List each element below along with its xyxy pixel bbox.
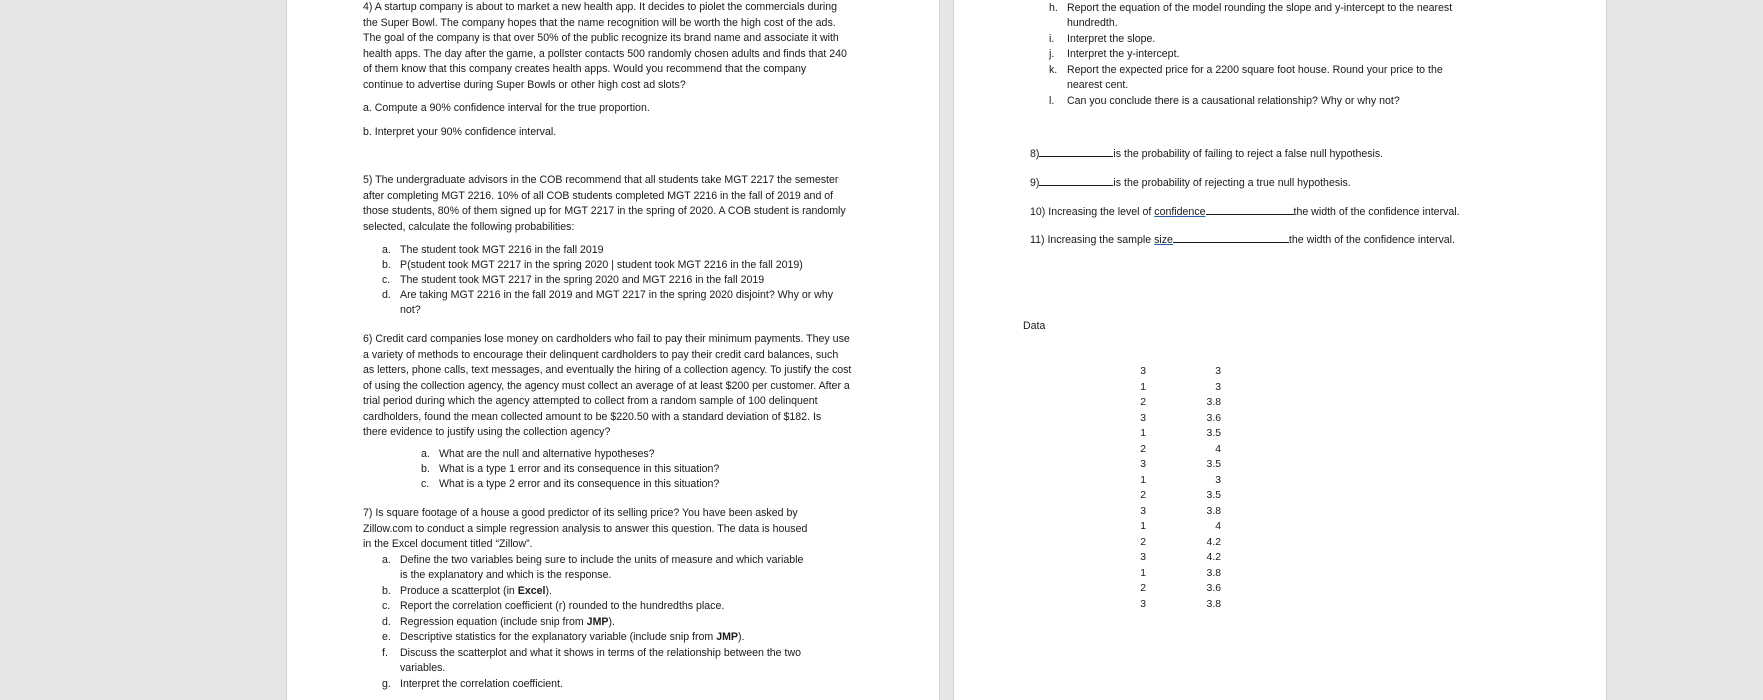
data-value-col2: 3 <box>1215 381 1221 393</box>
document-page-right: h. Report the equation of the model rounding the slope and y-intercept to the nearest hundredth. i. Interpret the slope. j. Interpret the y-intercept. k. Report the expected price for a 2200 square foot house. Round your price to the nearest cent. l. Can you conclude there is a causational relationship? Why or why not? 8) is the probability of failing to reject a false null hypothesis. 9) is the probability of rejecting a true null hypothesis. 10) Increasing the level of confidence the width of the confidence interval. 11) Increasing the sample size the width of the confidence interval. Data 3 1 2 3 1 2 3 1 2 3 1 2 3 1 2 3 3 3 3.8 3.6 3.5 4 3.5 3 3.5 3.8 4 4.2 4.2 3.8 3.6 3.8 <box>954 0 1606 700</box>
data-value-col1: 2 <box>1140 583 1146 594</box>
data-value-col2: 4.2 <box>1206 552 1221 563</box>
data-value-col2: 4 <box>1215 443 1221 455</box>
data-value-col2: 3.8 <box>1206 598 1221 610</box>
q5-line: those students, 80% of them signed up for MGT 2217 in the spring of 2020. A COB student is randomly <box>363 205 846 217</box>
answer-blank[interactable] <box>1039 146 1113 157</box>
answer-blank[interactable] <box>1206 204 1294 215</box>
data-value-col2: 3.6 <box>1206 583 1221 594</box>
data-value-col2: 3 <box>1215 366 1221 377</box>
q4-line: The goal of the company is that over 50% of the public recognize its brand name and associate it with <box>363 32 839 44</box>
data-value-col2: 3 <box>1215 474 1221 486</box>
q6-line: trial period during which the agency attempted to collect from a random sample of 100 delinquent <box>363 395 818 407</box>
question-8: 8) is the probability of failing to reject a false null hypothesis. <box>1030 148 1384 160</box>
document-page-left: 4) A startup company is about to market a new health app. It decides to piolet the commercials during the Super Bowl. The company hopes that the name recognition will be worth the high cost of the ads. The goal of the company is that over 50% of the public recognize its brand name and associate it with health apps. The day after the game, a pollster contacts 500 randomly chosen adults and finds that 240 of them know that this company creates health apps. Would you recommend that the company continue to advertise during Super Bowls or other high cost ad slots? a. Compute a 90% confidence interval for the true proportion. b. Interpret your 90% confidence interval. 5) The undergraduate advisors in the COB recommend that all students take MGT 2217 the semester after completing MGT 2216. 10% of all COB students completed MGT 2216 in the fall of 2019 and of those students, 80% of them signed up for MGT 2217 in the spring of 2020. A COB student is randomly selected, calculate the following probabilities: a. The student took MGT 2216 in the fall 2019 b. P(student took MGT 2217 in the spring 2020 | student took MGT 2216 in the fall 2019) c. The student took MGT 2217 in the spring 2020 and MGT 2216 in the fall 2019 d. Are taking MGT 2216 in the fall 2019 and MGT 2217 in the spring 2020 disjoint? Why or why not? 6) Credit card companies lose money on cardholders who fail to pay their minimum payments. They use a variety of methods to encourage their delinquent cardholders to pay their credit card balances, such as letters, phone calls, text messages, and eventually the hiring of a collection agency. To justify the cost of using the collection agency, the agency must collect an average of at least $200 per customer. After a trial period during which the agency attempted to collect from a random sample of 100 delinquent cardholders, found the mean collected amount to be $220.50 with a standard deviation of $182. Is there evidence to justify using the collection agency? a. What are the null and alternative hypotheses? b. What is a type 1 error and its consequence in this situation? c. What is a type 2 error and its consequence in this situation? 7) Is square footage of a house a good predictor of its selling price? You have been asked by Zillow.com to conduct a simple regression analysis to answer this question. The data is housed in the Excel document titled “Zillow”. a. Define the two variables being sure to include the units of measure and which variable is the explanatory and which is the response. b. Produce a scatterplot (in Excel). c. Report the correlation coefficient (r) rounded to the hundredths place. d. Regression equation (include snip from JMP). e. Descriptive statistics for the explanatory variable (include snip from JMP). f. Discuss the scatterplot and what it shows in terms of the relationship between the two variables. g. Interpret the correlation coefficient. <box>287 0 939 700</box>
data-value-col1: 3 <box>1140 412 1146 424</box>
data-label: Data <box>1023 320 1046 332</box>
data-value-col2: 3.5 <box>1206 459 1221 470</box>
data-value-col1: 1 <box>1140 567 1146 579</box>
q4-line: the Super Bowl. The company hopes that the name recognition will be worth the high cost of the ads. <box>363 16 836 29</box>
q6-line: 6) Credit card companies lose money on cardholders who fail to pay their minimum payments. They use <box>363 333 850 345</box>
data-value-col2: 3.5 <box>1206 490 1221 501</box>
data-value-col2: 3.8 <box>1206 567 1221 579</box>
data-value-col1: 1 <box>1140 474 1146 486</box>
answer-blank[interactable] <box>1173 232 1289 243</box>
data-column-1 <box>1114 364 1146 612</box>
data-value-col1: 3 <box>1140 459 1146 470</box>
q6-line: of using the collection agency, the agency must collect an average of at least $200 per customer. After a <box>363 379 850 392</box>
q5-line: after completing MGT 2216. 10% of all COB students completed MGT 2216 in the fall of 2019 and of <box>363 189 834 202</box>
question-5 <box>363 173 846 235</box>
data-value-col1: 2 <box>1140 443 1146 455</box>
question-10: 10) Increasing the level of confidence the width of the confidence interval. <box>1030 206 1460 218</box>
data-value-col1: 2 <box>1140 397 1146 408</box>
data-value-col2: 3.5 <box>1206 428 1221 439</box>
data-value-col2: 4 <box>1215 521 1221 532</box>
data-value-col1: 1 <box>1140 521 1146 532</box>
data-value-col2: 3.8 <box>1206 397 1221 408</box>
q6-line: a variety of methods to encourage their delinquent cardholders to pay their credit card balances, such <box>363 348 839 361</box>
data-value-col1: 3 <box>1140 598 1146 610</box>
q6-line: there evidence to justify using the collection agency? <box>363 426 611 438</box>
data-value-col1: 3 <box>1140 552 1146 563</box>
data-value-col1: 1 <box>1140 428 1146 439</box>
q5-line: selected, calculate the following probabilities: <box>363 220 575 233</box>
q4-line: health apps. The day after the game, a pollster contacts 500 randomly chosen adults and finds that 240 <box>363 47 847 60</box>
q4-line: continue to advertise during Super Bowls or other high cost ad slots? <box>363 78 686 91</box>
data-value-col1: 1 <box>1140 381 1146 393</box>
q4-line: of them know that this company creates health apps. Would you recommend that the company <box>363 63 807 75</box>
question-6 <box>363 332 851 441</box>
q6-line: as letters, phone calls, text messages, and eventually the hiring of a collection agency. To justify the cost <box>363 364 852 376</box>
data-value-col1: 2 <box>1140 536 1146 548</box>
q7-line: Zillow.com to conduct a simple regression analysis to answer this question. The data is housed <box>363 522 808 535</box>
question-9: 9) is the probability of rejecting a true null hypothesis. <box>1030 177 1351 189</box>
data-column-2 <box>1189 364 1221 612</box>
q4-line: 4) A startup company is about to market a new health app. It decides to piolet the commercials during <box>363 1 838 13</box>
data-value-col1: 3 <box>1140 505 1146 517</box>
question-7 <box>363 506 807 553</box>
q7-line: in the Excel document titled “Zillow”. <box>363 538 533 550</box>
data-value-col2: 3.8 <box>1206 505 1221 517</box>
data-value-col1: 2 <box>1140 490 1146 501</box>
question-11: 11) Increasing the sample size the width of the confidence interval. <box>1030 234 1455 246</box>
question-4 <box>363 0 847 93</box>
answer-blank[interactable] <box>1039 175 1113 186</box>
q4-part-b: b. Interpret your 90% confidence interval. <box>363 126 557 138</box>
data-value-col2: 4.2 <box>1206 536 1221 548</box>
data-value-col2: 3.6 <box>1206 412 1221 424</box>
q5-line: 5) The undergraduate advisors in the COB recommend that all students take MGT 2217 the semester <box>363 174 839 186</box>
data-value-col1: 3 <box>1140 366 1146 377</box>
q6-line: cardholders, found the mean collected amount to be $220.50 with a standard deviation of $182. Is <box>363 410 822 423</box>
q4-part-a: a. Compute a 90% confidence interval for the true proportion. <box>363 102 650 114</box>
q7-line: 7) Is square footage of a house a good predictor of its selling price? You have been asked by <box>363 507 798 519</box>
